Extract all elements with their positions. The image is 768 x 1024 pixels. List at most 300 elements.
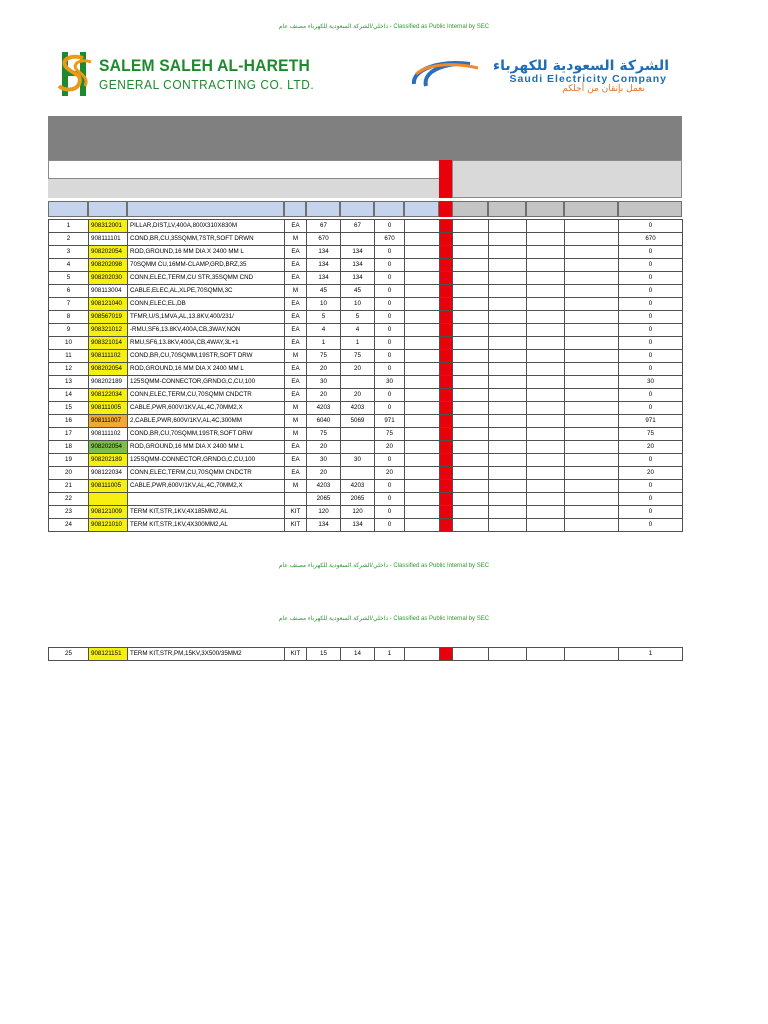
empty-cell bbox=[405, 454, 440, 467]
unit-cell: M bbox=[285, 415, 307, 428]
empty-cell bbox=[527, 454, 565, 467]
red-marker-cell bbox=[440, 337, 453, 350]
quantity-issued-cell: 30 bbox=[341, 454, 375, 467]
unit-cell: EA bbox=[285, 376, 307, 389]
quantity-issued-cell: 4203 bbox=[341, 402, 375, 415]
column-header bbox=[88, 201, 127, 217]
description-cell: 70SQMM CU,16MM-CLAMP,GRD,BRZ,35 bbox=[128, 259, 285, 272]
empty-cell bbox=[405, 389, 440, 402]
column-header bbox=[374, 201, 404, 217]
quantity-cell: 2065 bbox=[307, 493, 341, 506]
quantity-remaining-cell: 20 bbox=[375, 441, 405, 454]
quantity-cell: 4203 bbox=[307, 480, 341, 493]
table-row bbox=[49, 220, 683, 233]
title-band bbox=[48, 116, 682, 160]
quantity-issued-cell: 45 bbox=[341, 285, 375, 298]
item-number-cell: 24 bbox=[49, 519, 89, 532]
quantity-cell: 10 bbox=[307, 298, 341, 311]
quantity-remaining-cell: 971 bbox=[375, 415, 405, 428]
balance-cell: 0 bbox=[619, 454, 683, 467]
unit-cell: EA bbox=[285, 337, 307, 350]
quantity-cell: 134 bbox=[307, 246, 341, 259]
empty-cell bbox=[453, 363, 489, 376]
empty-cell bbox=[565, 389, 619, 402]
description-cell: RMU,SF6,13.8KV,400A,CB,4WAY,3L+1 bbox=[128, 337, 285, 350]
balance-cell: 0 bbox=[619, 350, 683, 363]
material-code-cell: 908202189 bbox=[89, 454, 128, 467]
item-number-cell: 9 bbox=[49, 324, 89, 337]
material-code-cell: 908122034 bbox=[89, 389, 128, 402]
material-code-cell: 908121010 bbox=[89, 519, 128, 532]
balance-cell: 0 bbox=[619, 324, 683, 337]
column-header bbox=[564, 201, 618, 217]
quantity-issued-cell: 5 bbox=[341, 311, 375, 324]
empty-cell bbox=[527, 272, 565, 285]
description-cell: CONN,ELEC,EL,DB bbox=[128, 298, 285, 311]
unit-cell: EA bbox=[285, 259, 307, 272]
empty-cell bbox=[453, 519, 489, 532]
material-code-cell: 908202098 bbox=[89, 259, 128, 272]
quantity-cell: 134 bbox=[307, 519, 341, 532]
empty-cell bbox=[489, 246, 527, 259]
description-cell: COND,BR,CU,70SQMM,19STR,SOFT DRW bbox=[128, 428, 285, 441]
table-row bbox=[49, 480, 683, 493]
quantity-cell: 67 bbox=[307, 220, 341, 233]
unit-cell: M bbox=[285, 233, 307, 246]
item-number-cell: 23 bbox=[49, 506, 89, 519]
empty-cell bbox=[453, 402, 489, 415]
empty-cell bbox=[489, 259, 527, 272]
empty-cell bbox=[453, 285, 489, 298]
red-marker-cell bbox=[440, 493, 453, 506]
item-number-cell: 21 bbox=[49, 480, 89, 493]
material-code-cell: 908202054 bbox=[89, 246, 128, 259]
red-marker-cell bbox=[440, 220, 453, 233]
material-code-cell: 908202189 bbox=[89, 376, 128, 389]
quantity-remaining-cell: 20 bbox=[375, 467, 405, 480]
balance-cell: 0 bbox=[619, 402, 683, 415]
item-number-cell: 5 bbox=[49, 272, 89, 285]
description-cell: COND,BR,CU,70SQMM,19STR,SOFT DRW bbox=[128, 350, 285, 363]
table-row bbox=[49, 441, 683, 454]
empty-cell bbox=[527, 324, 565, 337]
item-number-cell: 17 bbox=[49, 428, 89, 441]
materials-table bbox=[48, 219, 683, 532]
material-code-cell: 908567019 bbox=[89, 311, 128, 324]
empty-cell bbox=[453, 428, 489, 441]
red-marker-cell bbox=[440, 233, 453, 246]
item-number-cell: 22 bbox=[49, 493, 89, 506]
material-code-cell: 908121040 bbox=[89, 298, 128, 311]
item-number-cell: 3 bbox=[49, 246, 89, 259]
item-number-cell: 19 bbox=[49, 454, 89, 467]
balance-cell: 0 bbox=[619, 259, 683, 272]
material-code-cell: 908312001 bbox=[89, 220, 128, 233]
item-number-cell: 7 bbox=[49, 298, 89, 311]
empty-cell bbox=[489, 285, 527, 298]
empty-cell bbox=[489, 363, 527, 376]
red-marker-cell bbox=[440, 363, 453, 376]
unit-cell: EA bbox=[285, 220, 307, 233]
material-code-cell: 908321014 bbox=[89, 337, 128, 350]
unit-cell: EA bbox=[285, 311, 307, 324]
quantity-cell: 45 bbox=[307, 285, 341, 298]
quantity-remaining-cell: 0 bbox=[375, 311, 405, 324]
balance-cell: 0 bbox=[619, 311, 683, 324]
empty-cell bbox=[405, 648, 440, 661]
company-logo bbox=[53, 50, 315, 100]
materials-table-page2 bbox=[48, 647, 683, 661]
empty-cell bbox=[527, 402, 565, 415]
quantity-cell: 30 bbox=[307, 376, 341, 389]
description-cell: 125SQMM-CONNECTOR,GRNDG,C,CU,100 bbox=[128, 376, 285, 389]
description-cell: ROD,GROUND,16 MM DIA X 2400 MM L bbox=[128, 363, 285, 376]
quantity-cell: 134 bbox=[307, 259, 341, 272]
quantity-remaining-cell: 0 bbox=[375, 324, 405, 337]
description-cell bbox=[128, 493, 285, 506]
table-row bbox=[49, 272, 683, 285]
empty-cell bbox=[489, 389, 527, 402]
empty-cell bbox=[565, 272, 619, 285]
quantity-cell: 75 bbox=[307, 428, 341, 441]
column-header bbox=[306, 201, 340, 217]
empty-cell bbox=[489, 441, 527, 454]
item-number-cell: 18 bbox=[49, 441, 89, 454]
quantity-cell: 20 bbox=[307, 363, 341, 376]
quantity-remaining-cell: 0 bbox=[375, 246, 405, 259]
empty-cell bbox=[453, 259, 489, 272]
quantity-remaining-cell: 0 bbox=[375, 480, 405, 493]
red-marker-cell bbox=[440, 350, 453, 363]
red-marker-cell bbox=[440, 311, 453, 324]
empty-cell bbox=[405, 337, 440, 350]
quantity-issued-cell: 75 bbox=[341, 350, 375, 363]
quantity-cell: 134 bbox=[307, 272, 341, 285]
material-code-cell: 908111102 bbox=[89, 350, 128, 363]
header-divider bbox=[48, 178, 439, 179]
description-cell: COND,BR,CU,35SQMM,7STR,SOFT DRWN bbox=[128, 233, 285, 246]
balance-cell: 0 bbox=[619, 506, 683, 519]
quantity-issued-cell bbox=[341, 233, 375, 246]
quantity-issued-cell: 134 bbox=[341, 259, 375, 272]
table-row bbox=[49, 259, 683, 272]
red-marker-cell bbox=[440, 480, 453, 493]
quantity-cell: 6040 bbox=[307, 415, 341, 428]
empty-cell bbox=[405, 259, 440, 272]
balance-cell: 0 bbox=[619, 389, 683, 402]
red-marker-cell bbox=[440, 415, 453, 428]
description-cell: TFMR,U/S,1MVA,AL,13.8KV,400/231/ bbox=[128, 311, 285, 324]
quantity-remaining-cell: 0 bbox=[375, 389, 405, 402]
red-marker-cell bbox=[440, 506, 453, 519]
empty-cell bbox=[489, 272, 527, 285]
balance-cell: 0 bbox=[619, 220, 683, 233]
material-code-cell: 908121151 bbox=[89, 648, 128, 661]
empty-cell bbox=[565, 467, 619, 480]
table-row bbox=[49, 493, 683, 506]
empty-cell bbox=[453, 648, 489, 661]
unit-cell: EA bbox=[285, 298, 307, 311]
quantity-issued-cell: 14 bbox=[341, 648, 375, 661]
balance-cell: 670 bbox=[619, 233, 683, 246]
empty-cell bbox=[405, 298, 440, 311]
material-code-cell: 908202054 bbox=[89, 441, 128, 454]
sec-name-english: Saudi Electricity Company bbox=[509, 73, 667, 85]
empty-cell bbox=[527, 337, 565, 350]
item-number-cell: 15 bbox=[49, 402, 89, 415]
table-row bbox=[49, 376, 683, 389]
empty-cell bbox=[405, 285, 440, 298]
table-row bbox=[49, 233, 683, 246]
empty-cell bbox=[405, 480, 440, 493]
table-row bbox=[49, 428, 683, 441]
red-marker-cell bbox=[440, 298, 453, 311]
red-marker-cell bbox=[440, 324, 453, 337]
empty-cell bbox=[405, 506, 440, 519]
description-cell: CABLE,PWR,600V/1KV,AL,4C,70MM2,X bbox=[128, 480, 285, 493]
description-cell: TERM KIT,STR,1KV,4X300MM2,AL bbox=[128, 519, 285, 532]
empty-cell bbox=[565, 220, 619, 233]
empty-cell bbox=[489, 648, 527, 661]
empty-cell bbox=[527, 428, 565, 441]
quantity-remaining-cell: 0 bbox=[375, 298, 405, 311]
empty-cell bbox=[405, 415, 440, 428]
quantity-issued-cell: 1 bbox=[341, 337, 375, 350]
red-marker-cell bbox=[440, 467, 453, 480]
red-marker-column bbox=[439, 160, 452, 198]
balance-cell: 75 bbox=[619, 428, 683, 441]
empty-cell bbox=[453, 441, 489, 454]
quantity-issued-cell bbox=[341, 428, 375, 441]
unit-cell: EA bbox=[285, 389, 307, 402]
quantity-issued-cell: 2065 bbox=[341, 493, 375, 506]
empty-cell bbox=[453, 272, 489, 285]
table-row bbox=[49, 324, 683, 337]
empty-cell bbox=[565, 337, 619, 350]
empty-cell bbox=[527, 389, 565, 402]
empty-cell bbox=[405, 519, 440, 532]
empty-cell bbox=[453, 506, 489, 519]
balance-cell: 0 bbox=[619, 519, 683, 532]
item-number-cell: 4 bbox=[49, 259, 89, 272]
empty-cell bbox=[527, 519, 565, 532]
balance-cell: 1 bbox=[619, 648, 683, 661]
table-row bbox=[49, 519, 683, 532]
material-code-cell bbox=[89, 493, 128, 506]
column-header bbox=[452, 201, 488, 217]
balance-cell: 0 bbox=[619, 285, 683, 298]
description-cell: CABLE,PWR,600V/1KV,AL,4C,70MM2,X bbox=[128, 402, 285, 415]
empty-cell bbox=[453, 454, 489, 467]
quantity-cell: 4 bbox=[307, 324, 341, 337]
empty-cell bbox=[453, 480, 489, 493]
item-number-cell: 1 bbox=[49, 220, 89, 233]
quantity-cell: 20 bbox=[307, 389, 341, 402]
quantity-remaining-cell: 0 bbox=[375, 363, 405, 376]
empty-cell bbox=[565, 363, 619, 376]
empty-cell bbox=[527, 376, 565, 389]
empty-cell bbox=[405, 246, 440, 259]
empty-cell bbox=[565, 402, 619, 415]
unit-cell: M bbox=[285, 480, 307, 493]
empty-cell bbox=[405, 493, 440, 506]
salem-saleh-logo-icon bbox=[53, 50, 95, 98]
material-code-cell: 908122034 bbox=[89, 467, 128, 480]
empty-cell bbox=[565, 376, 619, 389]
red-marker-cell bbox=[440, 454, 453, 467]
quantity-issued-cell: 20 bbox=[341, 389, 375, 402]
item-number-cell: 12 bbox=[49, 363, 89, 376]
quantity-issued-cell bbox=[341, 467, 375, 480]
unit-cell: KIT bbox=[285, 519, 307, 532]
empty-cell bbox=[405, 272, 440, 285]
description-cell: ROD,GROUND,16 MM DIA X 2400 MM L bbox=[128, 246, 285, 259]
empty-cell bbox=[489, 233, 527, 246]
empty-cell bbox=[527, 363, 565, 376]
empty-cell bbox=[453, 350, 489, 363]
empty-cell bbox=[489, 467, 527, 480]
column-header bbox=[618, 201, 682, 217]
unit-cell: EA bbox=[285, 454, 307, 467]
sec-name-arabic: الشركة السعودية للكهرباء bbox=[492, 58, 669, 74]
table-row bbox=[49, 285, 683, 298]
company-name: SALEM SALEH AL-HARETH bbox=[99, 56, 310, 75]
empty-cell bbox=[453, 246, 489, 259]
empty-cell bbox=[489, 298, 527, 311]
empty-cell bbox=[405, 363, 440, 376]
balance-cell: 20 bbox=[619, 467, 683, 480]
quantity-remaining-cell: 0 bbox=[375, 285, 405, 298]
quantity-remaining-cell: 0 bbox=[375, 402, 405, 415]
unit-cell: KIT bbox=[285, 648, 307, 661]
unit-cell: M bbox=[285, 402, 307, 415]
quantity-issued-cell: 4 bbox=[341, 324, 375, 337]
unit-cell: M bbox=[285, 285, 307, 298]
material-code-cell: 908111101 bbox=[89, 233, 128, 246]
empty-cell bbox=[453, 415, 489, 428]
quantity-cell: 5 bbox=[307, 311, 341, 324]
column-header bbox=[404, 201, 439, 217]
quantity-issued-cell: 134 bbox=[341, 246, 375, 259]
empty-cell bbox=[453, 311, 489, 324]
empty-cell bbox=[565, 441, 619, 454]
company-subtitle: GENERAL CONTRACTING CO. LTD. bbox=[99, 78, 315, 92]
column-header bbox=[526, 201, 564, 217]
empty-cell bbox=[527, 220, 565, 233]
column-header bbox=[340, 201, 374, 217]
empty-cell bbox=[565, 350, 619, 363]
quantity-cell: 20 bbox=[307, 467, 341, 480]
quantity-cell: 1 bbox=[307, 337, 341, 350]
empty-cell bbox=[489, 415, 527, 428]
quantity-remaining-cell: 0 bbox=[375, 220, 405, 233]
empty-cell bbox=[489, 519, 527, 532]
empty-cell bbox=[453, 389, 489, 402]
empty-cell bbox=[489, 480, 527, 493]
description-cell: CONN,ELEC,TERM,CU STR,35SQMM CND bbox=[128, 272, 285, 285]
empty-cell bbox=[453, 467, 489, 480]
material-code-cell: 908113004 bbox=[89, 285, 128, 298]
description-cell: TERM KIT,STR,PM,15KV,3X500/35MM2 bbox=[128, 648, 285, 661]
column-header bbox=[488, 201, 526, 217]
quantity-remaining-cell: 30 bbox=[375, 376, 405, 389]
sec-logo bbox=[408, 54, 673, 100]
classification-label-top: داخلي/الشركة السعودية للكهرباء مصنف عام - Classified as Public Internal by SEC bbox=[278, 24, 490, 30]
red-marker-cell bbox=[440, 272, 453, 285]
empty-cell bbox=[527, 506, 565, 519]
table-row bbox=[49, 337, 683, 350]
balance-cell: 30 bbox=[619, 376, 683, 389]
description-cell: CONN,ELEC,TERM,CU,70SQMM CNDCTR bbox=[128, 467, 285, 480]
quantity-remaining-cell: 0 bbox=[375, 506, 405, 519]
red-marker-cell bbox=[440, 428, 453, 441]
red-marker-cell bbox=[440, 259, 453, 272]
table-row bbox=[49, 467, 683, 480]
table-row bbox=[49, 350, 683, 363]
item-number-cell: 25 bbox=[49, 648, 89, 661]
description-cell: CONN,ELEC,TERM,CU,70SQMM CNDCTR bbox=[128, 389, 285, 402]
quantity-issued-cell: 134 bbox=[341, 519, 375, 532]
quantity-issued-cell: 10 bbox=[341, 298, 375, 311]
balance-cell: 0 bbox=[619, 480, 683, 493]
empty-cell bbox=[453, 376, 489, 389]
red-marker-cell bbox=[440, 246, 453, 259]
empty-cell bbox=[453, 337, 489, 350]
quantity-cell: 30 bbox=[307, 454, 341, 467]
balance-cell: 0 bbox=[619, 363, 683, 376]
quantity-cell: 20 bbox=[307, 441, 341, 454]
balance-cell: 0 bbox=[619, 337, 683, 350]
quantity-issued-cell: 67 bbox=[341, 220, 375, 233]
empty-cell bbox=[527, 467, 565, 480]
empty-cell bbox=[489, 220, 527, 233]
empty-cell bbox=[405, 428, 440, 441]
empty-cell bbox=[405, 220, 440, 233]
description-cell: PILLAR,DIST,LV,400A,800X310X830M bbox=[128, 220, 285, 233]
quantity-issued-cell: 20 bbox=[341, 363, 375, 376]
table-row bbox=[49, 246, 683, 259]
empty-cell bbox=[527, 480, 565, 493]
unit-cell: M bbox=[285, 350, 307, 363]
unit-cell: EA bbox=[285, 441, 307, 454]
empty-cell bbox=[527, 298, 565, 311]
table-row bbox=[49, 648, 683, 661]
table-row bbox=[49, 402, 683, 415]
balance-cell: 0 bbox=[619, 246, 683, 259]
quantity-cell: 15 bbox=[307, 648, 341, 661]
quantity-remaining-cell: 0 bbox=[375, 272, 405, 285]
description-cell: CABLE,ELEC,AL,XLPE,70SQMM,3C bbox=[128, 285, 285, 298]
description-cell: ROD,GROUND,16 MM DIA X 2400 MM L bbox=[128, 441, 285, 454]
red-marker-column bbox=[439, 201, 452, 217]
item-number-cell: 6 bbox=[49, 285, 89, 298]
empty-cell bbox=[527, 648, 565, 661]
red-marker-cell bbox=[440, 285, 453, 298]
header-right-band bbox=[452, 160, 682, 198]
empty-cell bbox=[489, 493, 527, 506]
column-header bbox=[127, 201, 284, 217]
empty-cell bbox=[565, 493, 619, 506]
empty-cell bbox=[565, 311, 619, 324]
empty-cell bbox=[405, 233, 440, 246]
classification-label-page-footer: داخلي/الشركة السعودية للكهرباء مصنف عام - Classified as Public Internal by SEC bbox=[278, 563, 490, 569]
quantity-issued-cell bbox=[341, 441, 375, 454]
sec-tagline: نعمل بإتقان من أجلكم bbox=[562, 84, 645, 94]
material-code-cell: 908111005 bbox=[89, 480, 128, 493]
unit-cell: M bbox=[285, 428, 307, 441]
empty-cell bbox=[565, 233, 619, 246]
empty-cell bbox=[489, 428, 527, 441]
